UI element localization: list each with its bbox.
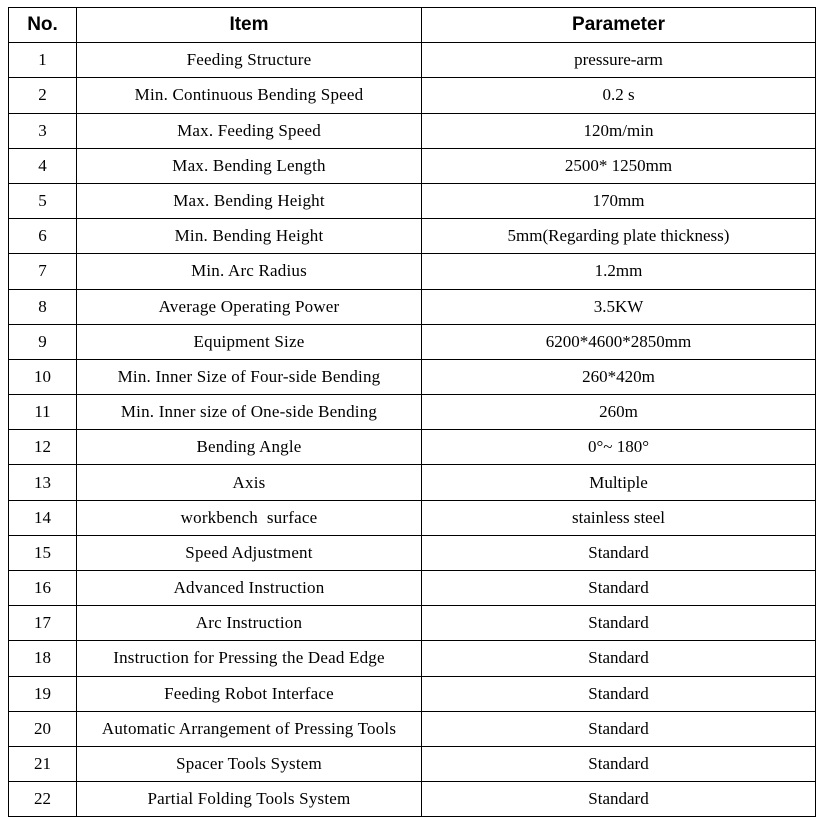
row-item: Min. Arc Radius [77,254,422,289]
table-row [9,606,816,641]
row-item: Axis [77,465,422,500]
row-number: 6 [9,219,77,254]
row-number: 5 [9,183,77,218]
row-item: Automatic Arrangement of Pressing Tools [77,711,422,746]
table-body [9,43,816,817]
row-number: 22 [9,782,77,817]
header-parameter: Parameter [422,8,816,43]
header-no: No. [9,8,77,43]
row-item: Spacer Tools System [77,746,422,781]
table-row [9,219,816,254]
table-row [9,254,816,289]
row-item: Min. Inner size of One-side Bending [77,395,422,430]
row-parameter: pressure-arm [422,43,816,78]
row-number: 19 [9,676,77,711]
row-parameter: 0°~ 180° [422,430,816,465]
row-number: 14 [9,500,77,535]
row-number: 13 [9,465,77,500]
header-item: Item [77,8,422,43]
row-item: Advanced Instruction [77,571,422,606]
row-parameter: 260*420m [422,359,816,394]
row-parameter: 2500* 1250mm [422,148,816,183]
row-item: Bending Angle [77,430,422,465]
row-number: 18 [9,641,77,676]
row-parameter: Standard [422,571,816,606]
table-row [9,782,816,817]
row-number: 7 [9,254,77,289]
row-item: Partial Folding Tools System [77,782,422,817]
row-item: Min. Continuous Bending Speed [77,78,422,113]
header-row [9,8,816,43]
row-item: Min. Bending Height [77,219,422,254]
row-parameter: 120m/min [422,113,816,148]
row-number: 20 [9,711,77,746]
row-parameter: Standard [422,746,816,781]
row-parameter: 0.2 s [422,78,816,113]
row-parameter: stainless steel [422,500,816,535]
row-number: 11 [9,395,77,430]
table-row [9,148,816,183]
row-number: 21 [9,746,77,781]
table-row [9,43,816,78]
row-item: Max. Bending Length [77,148,422,183]
row-number: 8 [9,289,77,324]
row-item: Average Operating Power [77,289,422,324]
table-row [9,500,816,535]
row-parameter: Standard [422,782,816,817]
row-number: 12 [9,430,77,465]
table-row [9,395,816,430]
table-row [9,289,816,324]
row-item: Feeding Robot Interface [77,676,422,711]
table-row [9,183,816,218]
row-item: Equipment Size [77,324,422,359]
row-parameter: 5mm(Regarding plate thickness) [422,219,816,254]
table-row [9,571,816,606]
table-row [9,465,816,500]
row-item: workbench surface [77,500,422,535]
row-item: Arc Instruction [77,606,422,641]
row-number: 9 [9,324,77,359]
row-item: Min. Inner Size of Four-side Bending [77,359,422,394]
spec-table [8,7,816,817]
row-number: 16 [9,571,77,606]
row-number: 3 [9,113,77,148]
row-parameter: 3.5KW [422,289,816,324]
row-item: Max. Bending Height [77,183,422,218]
table-row [9,676,816,711]
row-parameter: Multiple [422,465,816,500]
row-item: Instruction for Pressing the Dead Edge [77,641,422,676]
row-parameter: 170mm [422,183,816,218]
row-item: Max. Feeding Speed [77,113,422,148]
table-row [9,113,816,148]
row-parameter: Standard [422,676,816,711]
row-number: 10 [9,359,77,394]
row-number: 15 [9,535,77,570]
table-row [9,324,816,359]
table-row [9,746,816,781]
row-number: 4 [9,148,77,183]
row-item: Speed Adjustment [77,535,422,570]
row-parameter: Standard [422,641,816,676]
row-number: 2 [9,78,77,113]
table-row [9,359,816,394]
row-parameter: Standard [422,606,816,641]
row-number: 17 [9,606,77,641]
row-parameter: 260m [422,395,816,430]
table-row [9,535,816,570]
table-row [9,641,816,676]
row-item: Feeding Structure [77,43,422,78]
row-number: 1 [9,43,77,78]
row-parameter: 6200*4600*2850mm [422,324,816,359]
table-row [9,78,816,113]
table-row [9,430,816,465]
row-parameter: Standard [422,711,816,746]
row-parameter: Standard [422,535,816,570]
row-parameter: 1.2mm [422,254,816,289]
table-row [9,711,816,746]
